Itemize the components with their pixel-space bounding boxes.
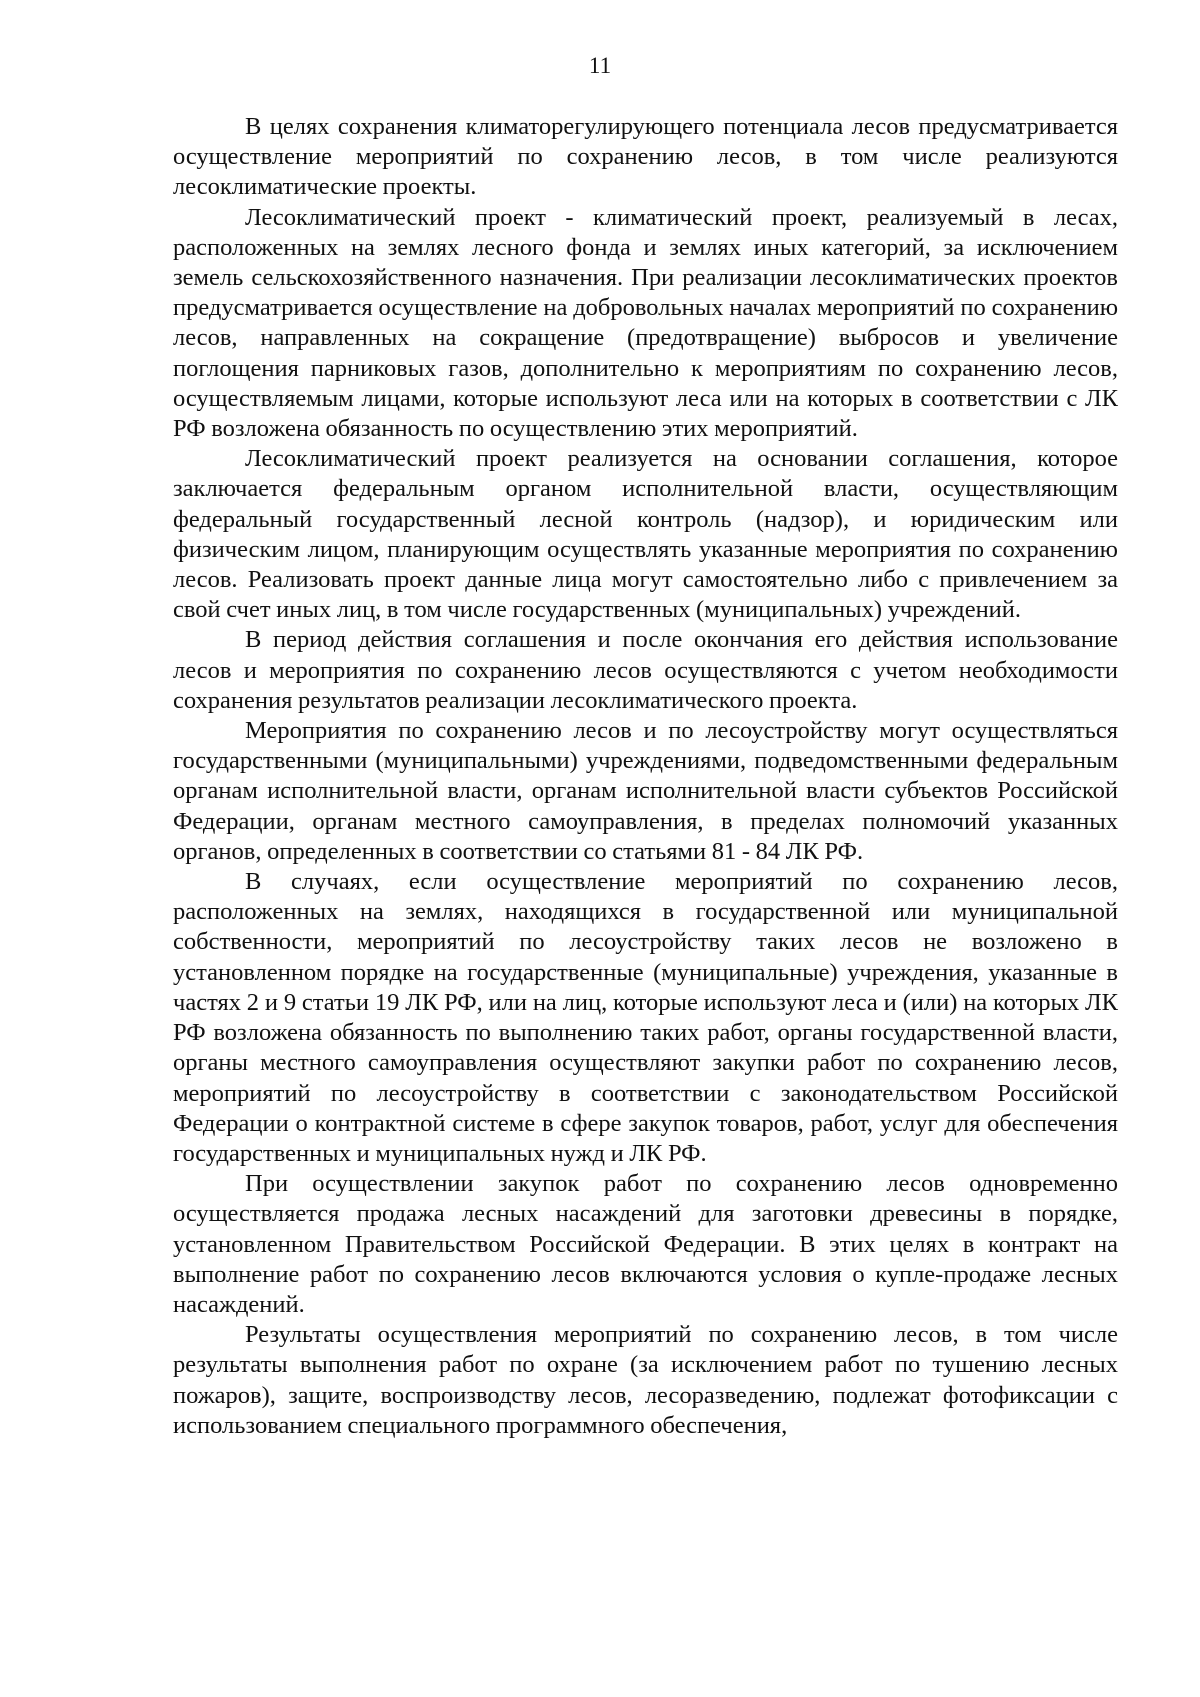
paragraph-3: Лесоклиматический проект реализуется на основании соглашения, которое заключается федеральным органом исполнительной власти, осуществляющим федеральный государственный лесной контроль (надзор), и юридическим или физическим лицом, планирующим осуществлять указанные мероприятия по сохранению лесов. Реализовать проект данные лица могут самостоятельно либо с привлечением за свой счет иных лиц, в том числе государственных (муниципальных) учреждений.	[173, 445, 1118, 624]
paragraph-4: В период действия соглашения и после окончания его действия использование лесов и мероприятия по сохранению лесов осуществляются с учетом необходимости сохранения результатов реализации лесоклиматического проекта.	[173, 626, 1118, 714]
paragraph-1: В целях сохранения климаторегулирующего потенциала лесов предусматривается осуществление мероприятий по сохранению лесов, в том числе реализуются лесоклиматические проекты.	[173, 113, 1118, 201]
paragraph-8: Результаты осуществления мероприятий по сохранению лесов, в том числе результаты выполнения работ по охране (за исключением работ по тушению лесных пожаров), защите, воспроизводству лесов, лесоразведению, подлежат фотофиксации с использованием специального программного обеспечения,	[173, 1321, 1118, 1439]
page-number: 11	[588, 53, 612, 78]
paragraph-2: Лесоклиматический проект - климатический проект, реализуемый в лесах, расположенных на землях лесного фонда и землях иных категорий, за исключением земель сельскохозяйственного назначения. При реализации лесоклиматических проектов предусматривается осуществление на добровольных началах мероприятий по сохранению лесов, направленных на сокращение (предотвращение) выбросов и увеличение поглощения парниковых газов, дополнительно к мероприятиям по сохранению лесов, осуществляемым лицами, которые используют леса или на которых в соответствии с ЛК РФ возложена обязанность по осуществлению этих мероприятий.	[173, 203, 1118, 443]
paragraph-7: При осуществлении закупок работ по сохранению лесов одновременно осуществляется продажа лесных насаждений для заготовки древесины в порядке, установленном Правительством Российской Федерации. В этих целях в контракт на выполнение работ по сохранению лесов включаются условия о купле-продаже лесных насаждений.	[173, 1170, 1118, 1318]
paragraph-5: Мероприятия по сохранению лесов и по лесоустройству могут осуществляться государственными (муниципальными) учреждениями, подведомственными федеральным органам исполнительной власти, органам исполнительной власти субъектов Российской Федерации, органам местного самоуправления, в пределах полномочий указанных органов, определенных в соответствии со статьями 81 - 84 ЛК РФ.	[173, 717, 1118, 865]
paragraph-6: В случаях, если осуществление мероприятий по сохранению лесов, расположенных на землях, находящихся в государственной или муниципальной собственности, мероприятий по лесоустройству таких лесов не возложено в установленном порядке на государственные (муниципальные) учреждения, указанные в частях 2 и 9 статьи 19 ЛК РФ, или на лиц, которые используют леса и (или) на которых ЛК РФ возложена обязанность по выполнению таких работ, органы государственной власти, органы местного самоуправления осуществляют закупки работ по сохранению лесов, мероприятий по лесоустройству в соответствии с законодательством Российской Федерации о контрактной системе в сфере закупок товаров, работ, услуг для обеспечения государственных и муниципальных нужд и ЛК РФ.	[173, 868, 1118, 1167]
body-text	[173, 112, 1118, 1441]
